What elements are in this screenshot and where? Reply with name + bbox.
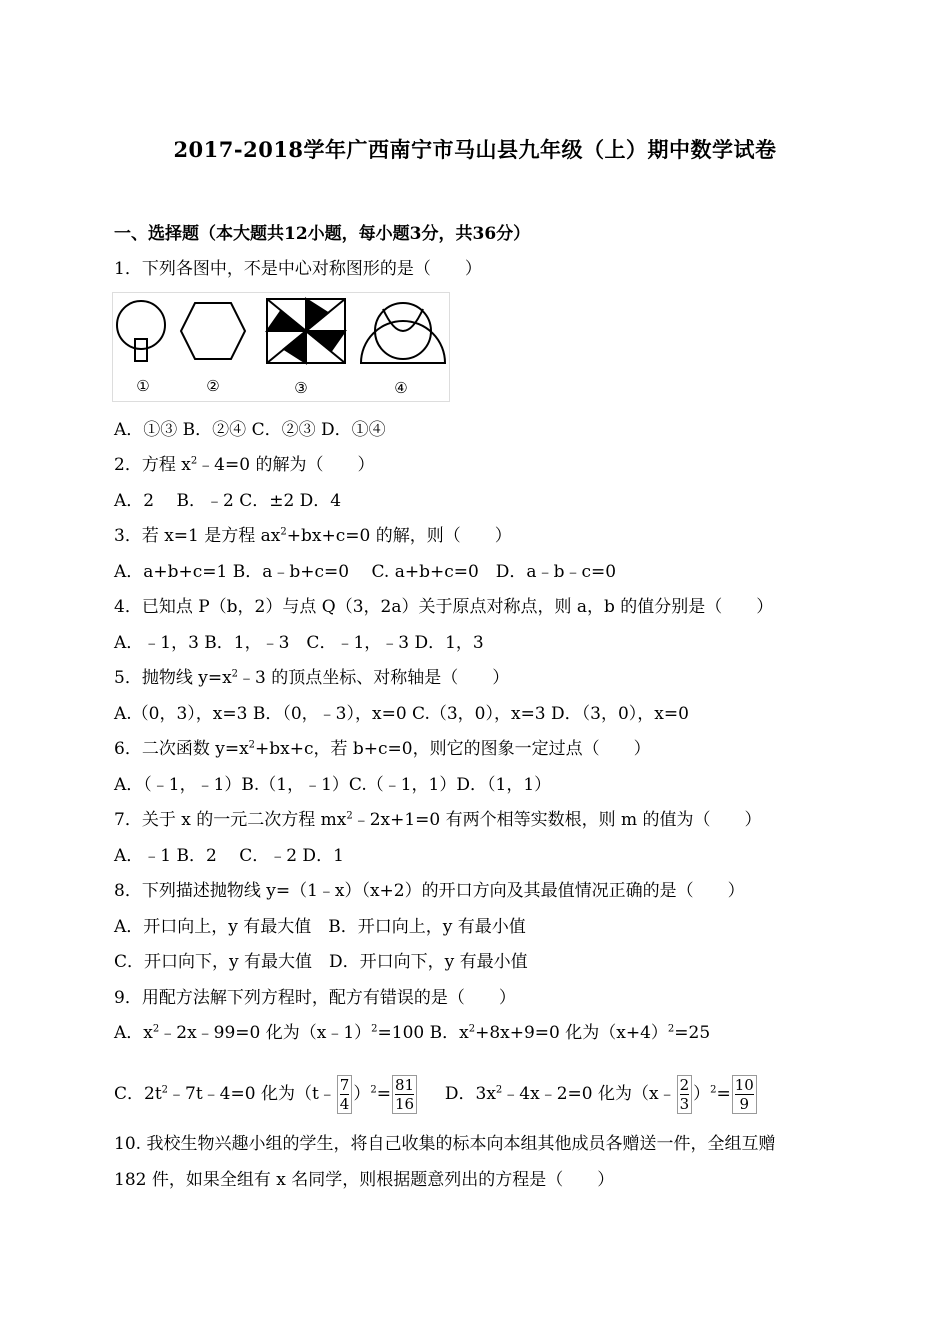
question-6-options: A．（﹣1，﹣1）B.（1，﹣1）C.（﹣1，1）D．（1，1）	[114, 775, 552, 795]
question-5-options: A.（0，3），x=3 B．（0，﹣3），x=0 C.（3，0），x=3 D．（3，0），x=0	[114, 704, 689, 724]
question-2-options: A．2 B．﹣2 C．±2 D．4	[114, 491, 342, 511]
question-9-options-cd	[114, 1074, 758, 1114]
question-10-line-2: 182 件，如果全组有 x 名同学，则根据题意列出的方程是（ ）	[114, 1170, 615, 1190]
question-8-options-cd: C．开口向下，y 有最大值 D．开口向下，y 有最小值	[114, 952, 528, 972]
question-8-options-ab: A．开口向上，y 有最大值 B．开口向上，y 有最小值	[114, 917, 526, 937]
fraction: $\frac{10}{9}$	[732, 1075, 757, 1114]
figure-q1	[112, 292, 450, 402]
question-8: 8．下列描述抛物线 y=（1﹣x）（x+2）的开口方向及其最值情况正确的是（ ）	[114, 881, 745, 901]
question-5: 5．抛物线 $y=x^2﹣3$ 的顶点坐标、对称轴是（ ）	[114, 668, 510, 688]
fraction: $\frac{81}{16}$	[392, 1075, 417, 1114]
question-9: 9．用配方法解下列方程时，配方有错误的是（ ）	[114, 988, 516, 1008]
question-10-line-1: 10. 我校生物兴趣小组的学生，将自己收集的标本向本组其他成员各赠送一件，全组互赠	[114, 1134, 776, 1154]
question-3-options: A．a+b+c=1 B．a﹣b+c=0 C. a+b+c=0 D．a﹣b﹣c=0	[114, 562, 617, 582]
fraction: $\frac{7}{4}$	[337, 1075, 353, 1114]
question-7: 7．关于 x 的一元二次方程 $mx^2﹣2x+1=0$ 有两个相等实数根，则 m 的值为（ ）	[114, 810, 762, 830]
figure-label-2: ②	[206, 377, 220, 395]
question-2: 2．方程 $x^2﹣4=0$ 的解为（ ）	[114, 455, 375, 475]
fraction: $\frac{2}{3}$	[677, 1075, 693, 1114]
question-4-options: A．﹣1，3 B．1，﹣3 C．﹣1，﹣3 D．1，3	[114, 633, 484, 653]
option-c: C．$2t^2﹣7t﹣4=0$ 化为（t﹣ $\frac{7}{4}$ ）$^2$= $\frac{81}{16}$	[114, 1084, 418, 1104]
section-heading: 一、选择题（本大题共12小题，每小题3分，共36分）	[114, 224, 531, 244]
question-7-options: A．﹣1 B．2 C．﹣2 D．1	[114, 846, 344, 866]
figure-label-3: ③	[294, 379, 308, 397]
question-3: 3．若 x=1 是方程 $ax^2+bx+c=0$ 的解，则（ ）	[114, 526, 512, 546]
page-title: 2017-2018学年广西南宁市马山县九年级（上）期中数学试卷	[173, 137, 777, 162]
figure-label-4: ④	[394, 379, 408, 397]
question-1: 1．下列各图中，不是中心对称图形的是（ ）	[114, 259, 482, 279]
figure-shapes	[113, 293, 449, 401]
question-9-options-ab: A．$x^2﹣2x﹣99=0$ 化为（x﹣1）$^2$=100 B．$x^2+8x+9=0$ 化为$(x+4)^2=25$	[114, 1023, 711, 1043]
question-6: 6．二次函数 $y=x^2+bx+c$，若 b+c=0，则它的图象一定过点（ ）	[114, 739, 651, 759]
option-d: D．$3x^2﹣4x﹣2=0$ 化为（x﹣ $\frac{2}{3}$ ）$^2$= $\frac{10}{9}$	[445, 1084, 758, 1104]
question-1-options: A．①③ B．②④ C．②③ D．①④	[114, 420, 386, 440]
figure-label-1: ①	[136, 377, 150, 395]
question-4: 4．已知点 P（b，2）与点 Q（3，2a）关于原点对称点，则 a，b 的值分别是（ ）	[114, 597, 774, 617]
